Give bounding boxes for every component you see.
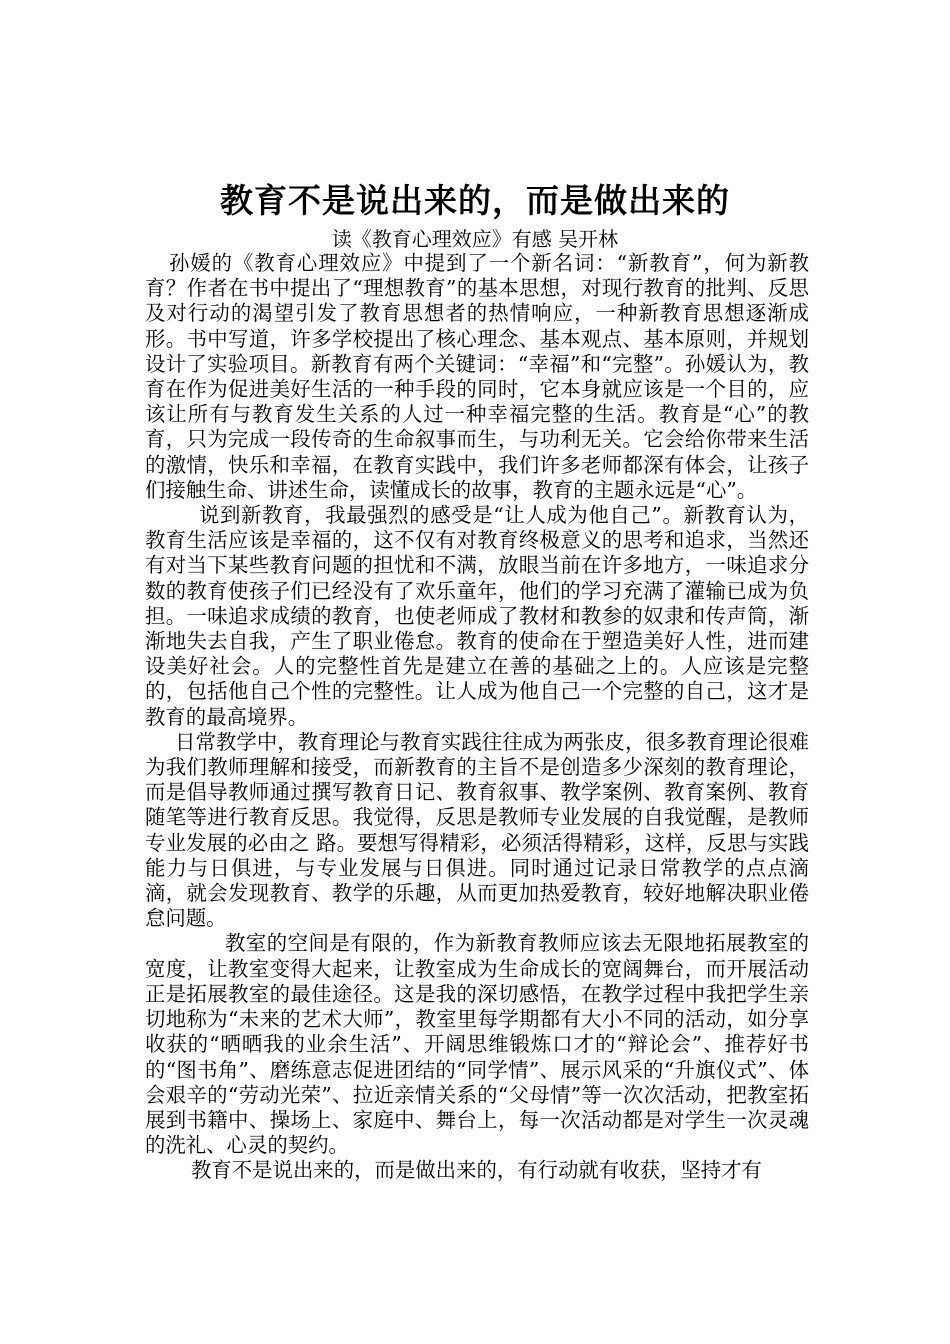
document-subtitle: 读《教育心理效应》有感 吴开林 — [331, 227, 619, 251]
paragraph-3: 日常教学中，教育理论与教育实践往往成为两张皮，很多教育理论很难为我们教师理解和接受，而新教育的主旨不是创造多少深刻的教育理论，而是倡导教师通过撰写教育日记、教育叙事、教学案例、教育案例、教育随笔等进行教育反思。我觉得，反思是教师专业发展的自我觉醒，是教师专业发展的必由之 路。要想写得精彩，必须活得精彩，这样，反思与实践能力与日俱进，与专业发展与日俱进。同时通过记录日常教学的点点滴滴，就会发现教育、教学的乐趣，从而更加热爱教育，较好地解决职业倦怠问题。 — [145, 729, 809, 931]
document-title: 教育不是说出来的，而是做出来的 — [220, 181, 730, 220]
paragraph-2: 说到新教育，我最强烈的感受是“让人成为他自己”。新教育认为，教育生活应该是幸福的，这不仅有对教育终极意义的思考和追求，当然还有对当下某些教育问题的担忧和不满，放眼当前在许多地方，一味追求分数的教育使孩子们已经没有了欢乐童年，他们的学习充满了灌输已成为负担。一味追求成绩的教育，也使老师成了教材和教参的奴隶和传声筒，渐渐地失去自我，产生了职业倦怠。教育的使命在于塑造美好人性，进而建设美好社会。人的完整性首先是建立在善的基础之上的。人应该是完整的，包括他自己个性的完整性。让人成为他自己一个完整的自己，这才是教育的最高境界。 — [145, 503, 809, 729]
document-body — [145, 251, 809, 1184]
paragraph-5: 教育不是说出来的，而是做出来的，有行动就有收获，坚持才有 — [191, 1158, 762, 1183]
paragraph-1: 孙媛的《教育心理效应》中提到了一个新名词：“新教育”，何为新教育？作者在书中提出了“理想教育”的基本思想，对现行教育的批判、反思及对行动的渴望引发了教育思想者的热情响应，一种新教育思想逐渐成形。书中写道，许多学校提出了核心理念、基本观点、基本原则，并规划设计了实验项目。新教育有两个关键词：“幸福”和“完整”。孙媛认为，教育在作为促进美好生活的一种手段的同时，它本身就应该是一个目的，应该让所有与教育发生关系的人过一种幸福完整的生活。教育是“心”的教育，只为完成一段传奇的生命叙事而生，与功利无关。它会给你带来生活的激情，快乐和幸福，在教育实践中，我们许多老师都深有体会，让孩子们接触生命、讲述生命，读懂成长的故事，教育的主题永远是“心”。 — [145, 251, 809, 502]
paragraph-4: 教室的空间是有限的，作为新教育教师应该去无限地拓展教室的宽度，让教室变得大起来，让教室成为生命成长的宽阔舞台，而开展活动正是拓展教室的最佳途径。这是我的深切感悟，在教学过程中我把学生亲切地称为“未来的艺术大师”，教室里每学期都有大小不同的活动，如分享收获的“晒晒我的业余生活”、开阔思维锻炼口才的“辩论会”、推荐好书的“图书角”、磨练意志促进团结的“同学情”、展示风采的“升旗仪式”、体会艰辛的“劳动光荣”、拉近亲情关系的“父母情”等一次次活动，把教室拓展到书籍中、操场上、家庭中、舞台上，每一次活动都是对学生一次灵魂的洗礼、心灵的契约。 — [145, 931, 809, 1158]
